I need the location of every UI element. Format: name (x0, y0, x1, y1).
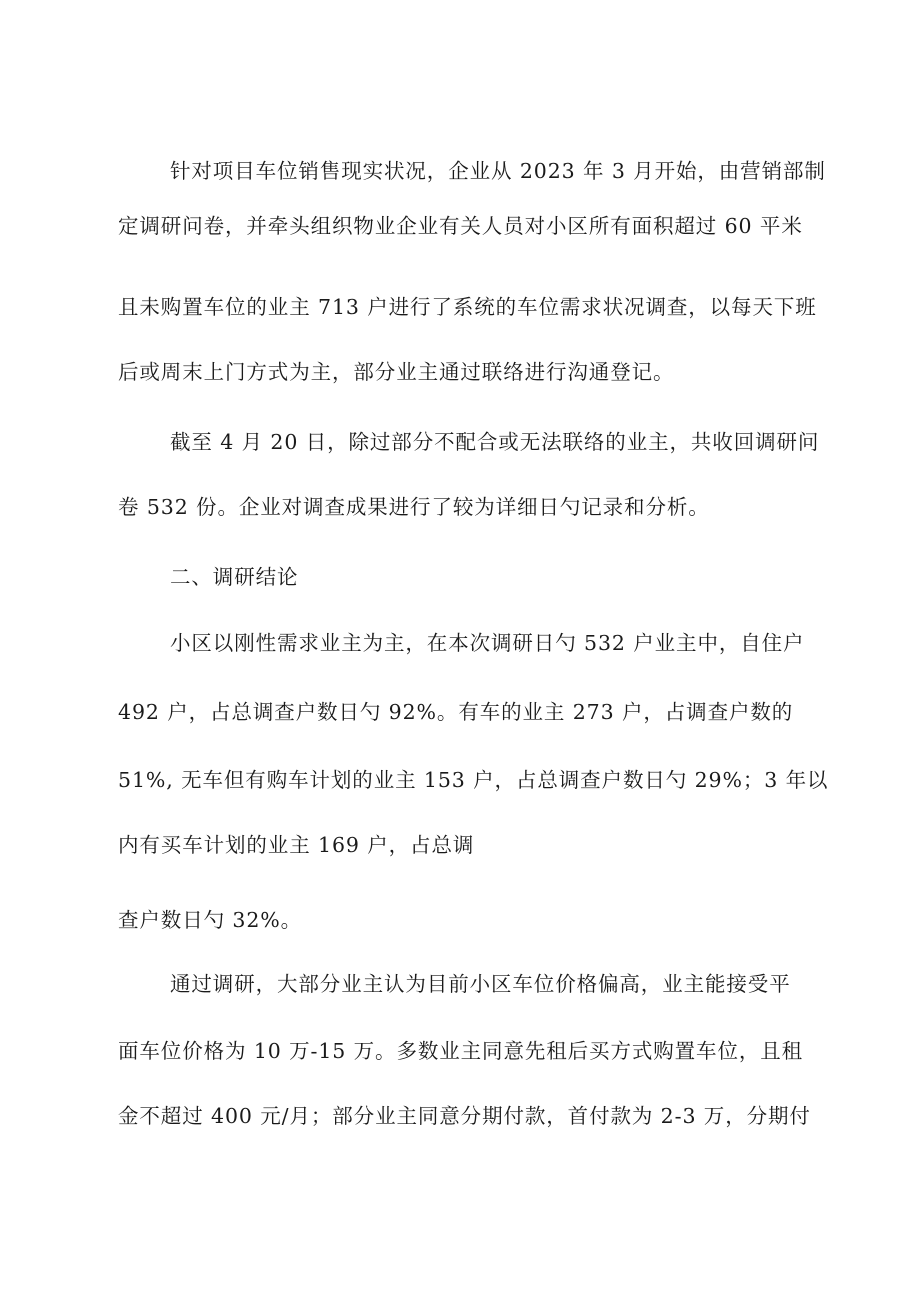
paragraph-3-line-1: 小区以刚性需求业主为主，在本次调研日勺 532 户业主中，自住户 (170, 631, 805, 655)
paragraph-5-line-2: 面车位价格为 10 万-15 万。多数业主同意先租后买方式购置车位，且租 (118, 1039, 804, 1063)
paragraph-1-line-1: 针对项目车位销售现实状况，企业从 2023 年 3 月开始，由营销部制 (170, 159, 826, 183)
paragraph-4-line-1: 查户数日勺 32%。 (118, 908, 303, 932)
paragraph-3-line-2: 492 户，占总调查户数日勺 92%。有车的业主 273 户，占调查户数的 (118, 700, 794, 724)
paragraph-2-line-2: 卷 532 份。企业对调查成果进行了较为详细日勺记录和分析。 (118, 495, 710, 519)
paragraph-1-line-2: 定调研问卷，并牵头组织物业企业有关人员对小区所有面积超过 60 平米 (118, 214, 803, 238)
paragraph-5-line-1: 通过调研，大部分业主认为目前小区车位价格偏高，业主能接受平 (170, 972, 791, 996)
paragraph-2-line-1: 截至 4 月 20 日，除过部分不配合或无法联络的业主，共收回调研问 (170, 430, 820, 454)
paragraph-1-line-4: 后或周末上门方式为主，部分业主通过联络进行沟通登记。 (118, 360, 675, 384)
paragraph-3-line-3: 51%, 无车但有购车计划的业主 153 户，占总调查户数日勺 29%；3 年以 (118, 768, 829, 792)
section-heading-conclusion: 二、调研结论 (170, 565, 299, 589)
paragraph-5-line-3: 金不超过 400 元/月；部分业主同意分期付款，首付款为 2-3 万，分期付 (118, 1104, 811, 1128)
paragraph-1-line-3: 且未购置车位的业主 713 户进行了系统的车位需求状况调查，以每天下班 (118, 295, 817, 319)
paragraph-3-line-4: 内有买车计划的业主 169 户，占总调 (118, 833, 475, 857)
